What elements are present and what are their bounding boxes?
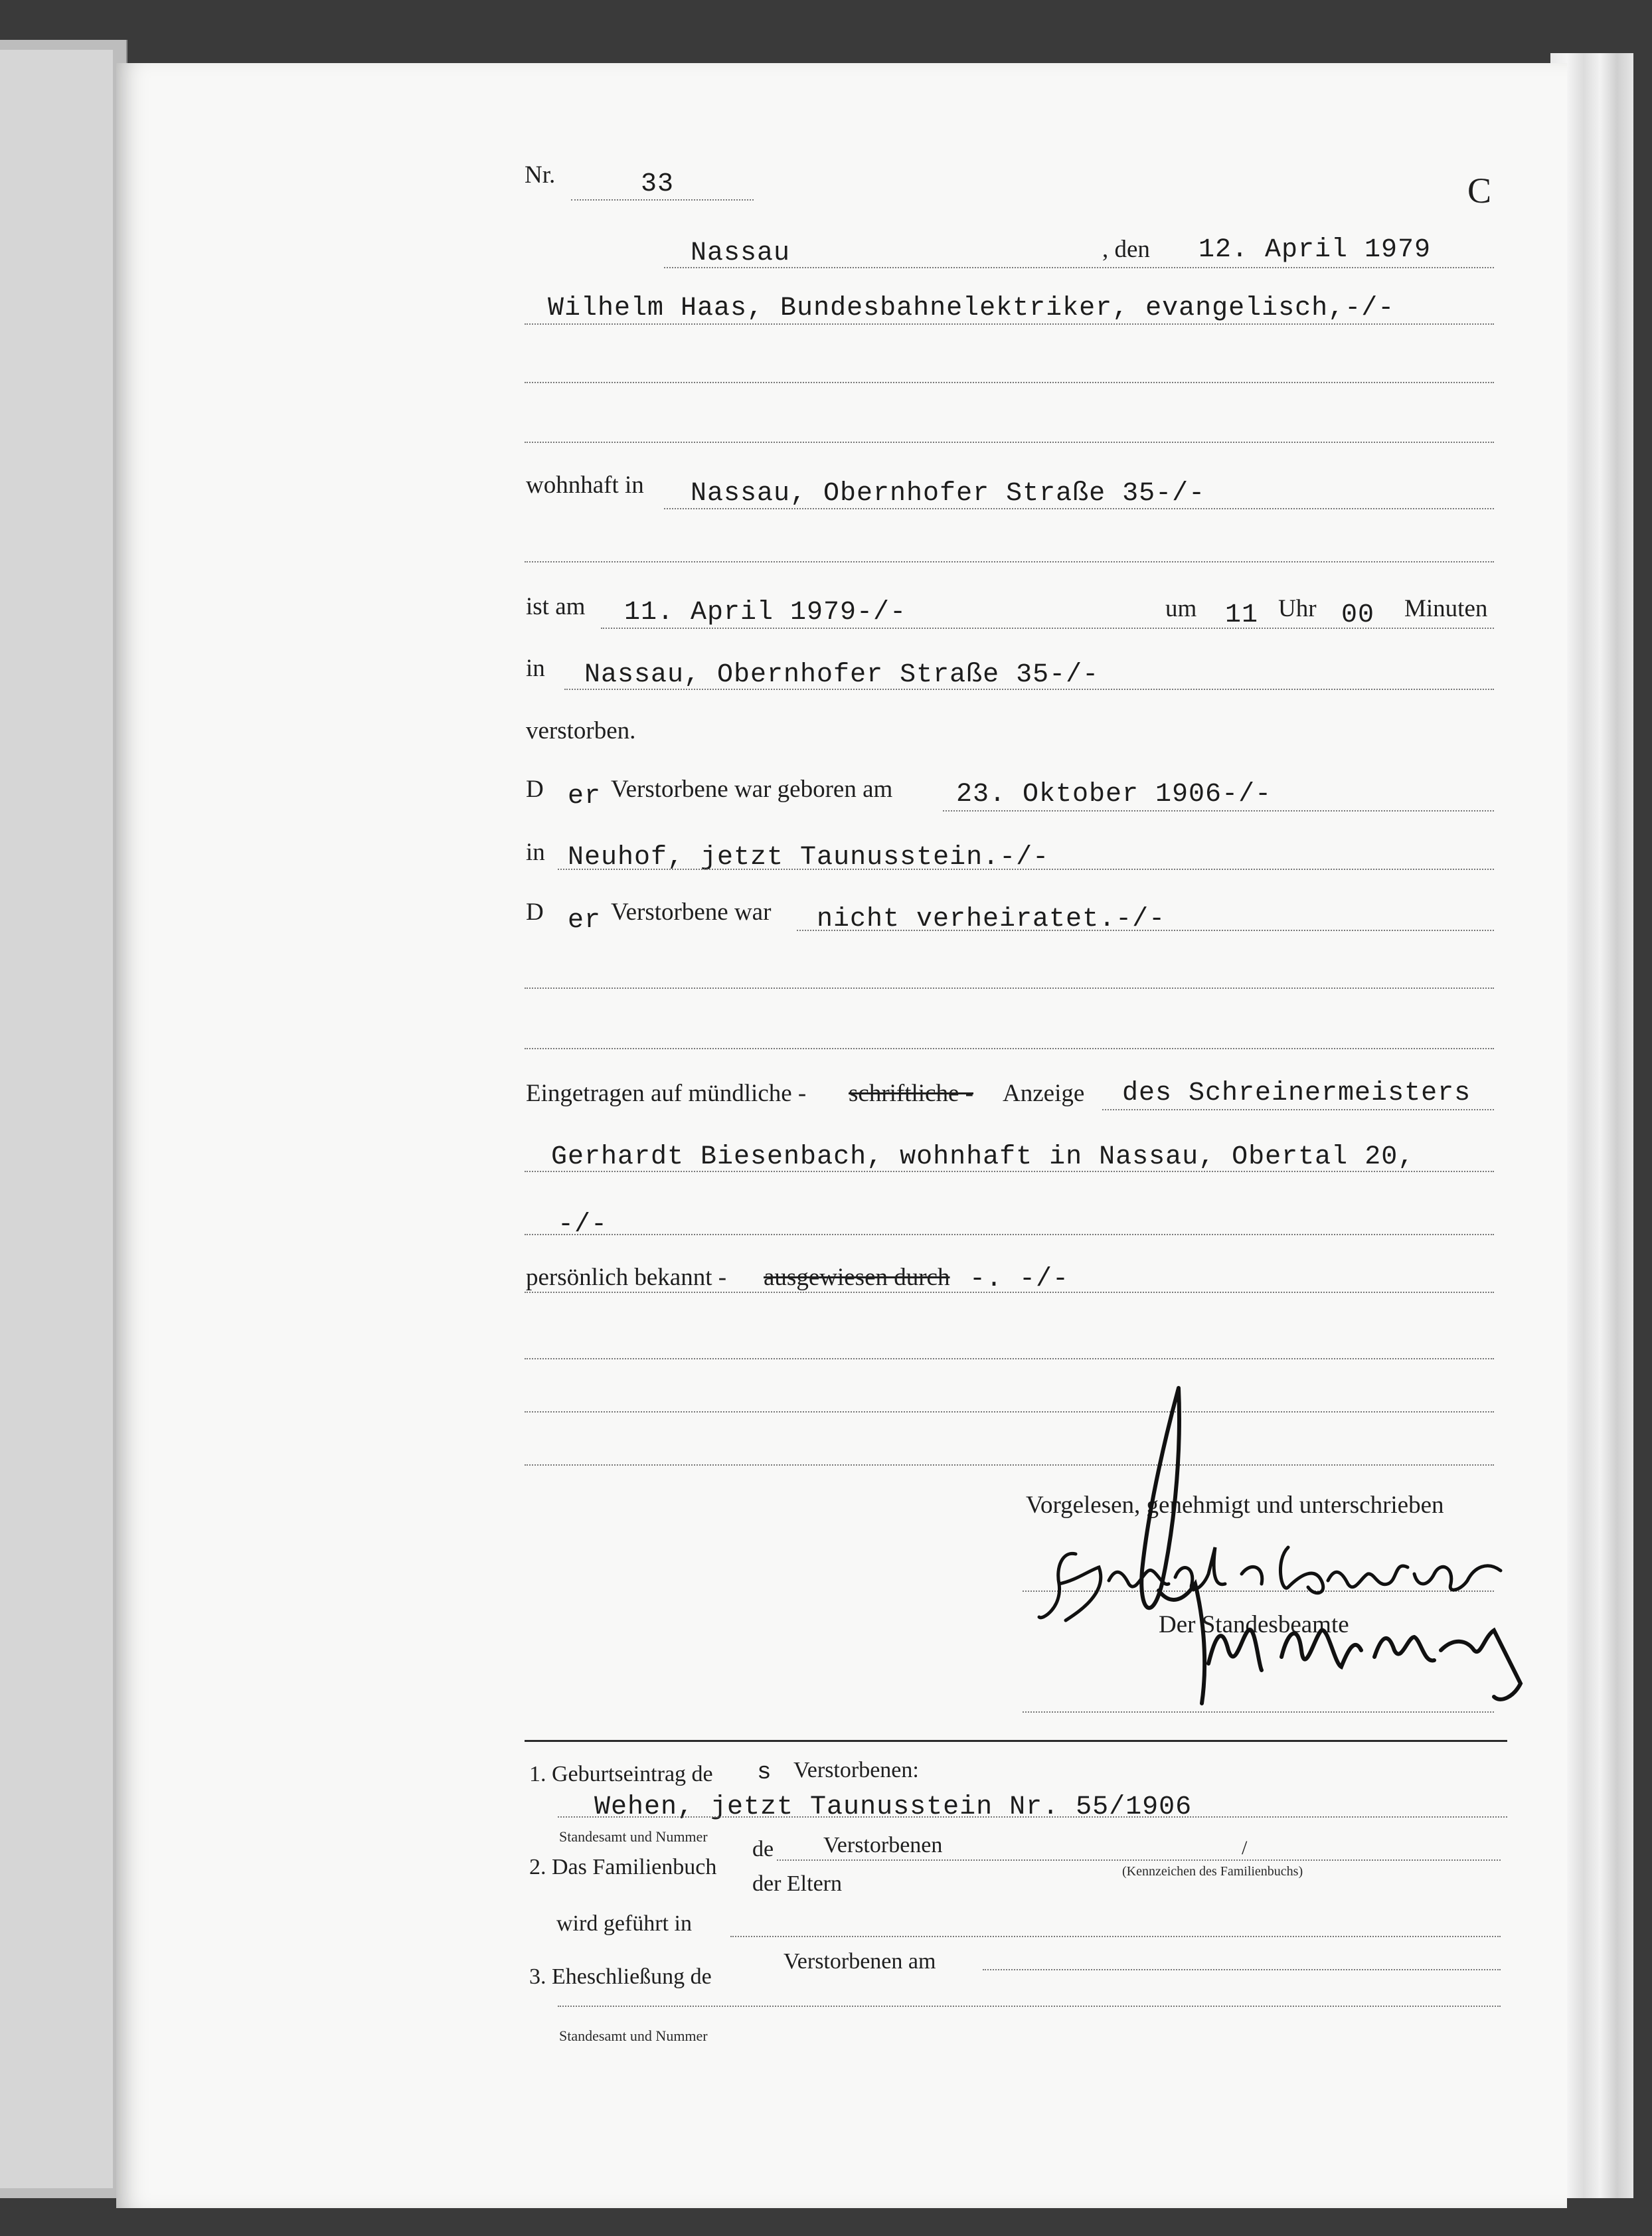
standesamt-caption-1: Standesamt und Nummer xyxy=(559,1828,708,1845)
place-date-line xyxy=(664,267,1494,268)
left-page xyxy=(0,50,113,2188)
birth-place-label: in xyxy=(526,839,545,866)
item1-end: Verstorbenen: xyxy=(793,1758,919,1782)
residence-value: Nassau, Obernhofer Straße 35-/- xyxy=(691,479,1206,509)
item1-s-suffix: s xyxy=(757,1759,772,1786)
report-line-1 xyxy=(1102,1109,1494,1110)
blank-line-2 xyxy=(525,442,1494,443)
item2-label: 2. Das Familienbuch xyxy=(529,1855,717,1879)
death-line xyxy=(601,628,1494,629)
registrar-signature-line xyxy=(1023,1711,1494,1713)
item1-label: 1. Geburtseintrag de xyxy=(529,1762,713,1786)
item2-slash: / xyxy=(1242,1837,1248,1859)
report-label-end: Anzeige xyxy=(1003,1080,1085,1107)
den-label: , den xyxy=(1102,236,1150,263)
known-struck-text: ausgewiesen durch xyxy=(764,1264,950,1291)
nr-label: Nr. xyxy=(525,161,556,189)
birth-date: 23. Oktober 1906-/- xyxy=(956,780,1272,810)
record-number: 33 xyxy=(641,169,675,199)
blank-line-1 xyxy=(525,382,1494,383)
birth-place: Neuhof, jetzt Taunusstein.-/- xyxy=(568,843,1050,873)
marital-label: Verstorbene war xyxy=(611,899,772,926)
nr-line xyxy=(571,199,754,201)
death-date-label: ist am xyxy=(526,593,586,620)
blank-line-4 xyxy=(525,988,1494,989)
birth-label: Verstorbene war geboren am xyxy=(611,776,893,803)
item2-de: de xyxy=(752,1837,774,1861)
item3-line-2 xyxy=(558,2006,1501,2007)
item3-line xyxy=(983,1969,1501,1970)
report-line-3 xyxy=(525,1234,1494,1235)
registry-date: 12. April 1979 xyxy=(1198,235,1432,265)
item2-eltern: der Eltern xyxy=(752,1871,842,1896)
birth-place-line xyxy=(558,869,1494,870)
register-letter: C xyxy=(1467,171,1492,211)
um-label: um xyxy=(1165,595,1197,622)
known-value: -. -/- xyxy=(969,1264,1070,1294)
birth-d-letter: D xyxy=(526,776,544,803)
marital-line xyxy=(797,930,1494,931)
item2-gefuehrt-line xyxy=(730,1936,1501,1937)
registrar-label: Der Standesbeamte xyxy=(1159,1611,1349,1638)
report-line-2 xyxy=(525,1171,1494,1172)
report-line-3-value: -/- xyxy=(558,1210,608,1240)
informant-name-address: Gerhardt Biesenbach, wohnhaft in Nassau, Obertal 20, xyxy=(551,1142,1415,1172)
known-line xyxy=(525,1292,1494,1293)
person-line xyxy=(525,323,1494,325)
death-minutes: 00 xyxy=(1341,600,1375,630)
death-place-label: in xyxy=(526,655,545,682)
known-label: persönlich bekannt - xyxy=(526,1264,727,1291)
registry-place: Nassau xyxy=(691,238,791,268)
report-struck-text: schriftliche - xyxy=(849,1080,973,1107)
item1-line xyxy=(558,1816,1507,1818)
death-place-line xyxy=(564,689,1494,690)
residence-label: wohnhaft in xyxy=(526,472,644,499)
blank-line-5 xyxy=(525,1048,1494,1049)
birth-entry-value: Wehen, jetzt Taunusstein Nr. 55/1906 xyxy=(594,1792,1193,1822)
minuten-label: Minuten xyxy=(1404,595,1488,622)
death-date: 11. April 1979-/- xyxy=(624,598,907,628)
item3-end: Verstorbenen am xyxy=(784,1949,936,1974)
marital-er-suffix: er xyxy=(568,906,602,936)
marital-d-letter: D xyxy=(526,899,544,926)
item2-value: Verstorbenen xyxy=(823,1833,943,1857)
informant-title: des Schreinermeisters xyxy=(1122,1078,1471,1108)
item2-line xyxy=(777,1859,1501,1861)
footer-separator xyxy=(525,1740,1507,1742)
standesamt-caption-2: Standesamt und Nummer xyxy=(559,2027,708,2044)
kennzeichen-caption: (Kennzeichen des Familienbuchs) xyxy=(1122,1864,1303,1879)
death-hour: 11 xyxy=(1225,600,1259,630)
item3-label: 3. Eheschließung de xyxy=(529,1964,712,1989)
read-approved-label: Vorgelesen, genehmigt und unterschrieben xyxy=(1026,1492,1444,1519)
blank-line-3 xyxy=(525,561,1494,562)
deceased-person: Wilhelm Haas, Bundesbahnelektriker, evangelisch,-/- xyxy=(548,294,1395,323)
residence-line xyxy=(664,508,1494,509)
report-label-start: Eingetragen auf mündliche - xyxy=(526,1080,807,1107)
blank-line-6 xyxy=(525,1358,1494,1359)
uhr-label: Uhr xyxy=(1278,595,1317,622)
verstorben-label: verstorben. xyxy=(526,717,636,744)
registrar-signature xyxy=(1122,1385,1534,1710)
item2-gefuehrt-label: wird geführt in xyxy=(556,1911,692,1936)
death-place: Nassau, Obernhofer Straße 35-/- xyxy=(584,660,1100,690)
birth-er-suffix: er xyxy=(568,782,602,812)
birth-date-line xyxy=(943,810,1494,812)
marital-status: nicht verheiratet.-/- xyxy=(817,904,1166,934)
